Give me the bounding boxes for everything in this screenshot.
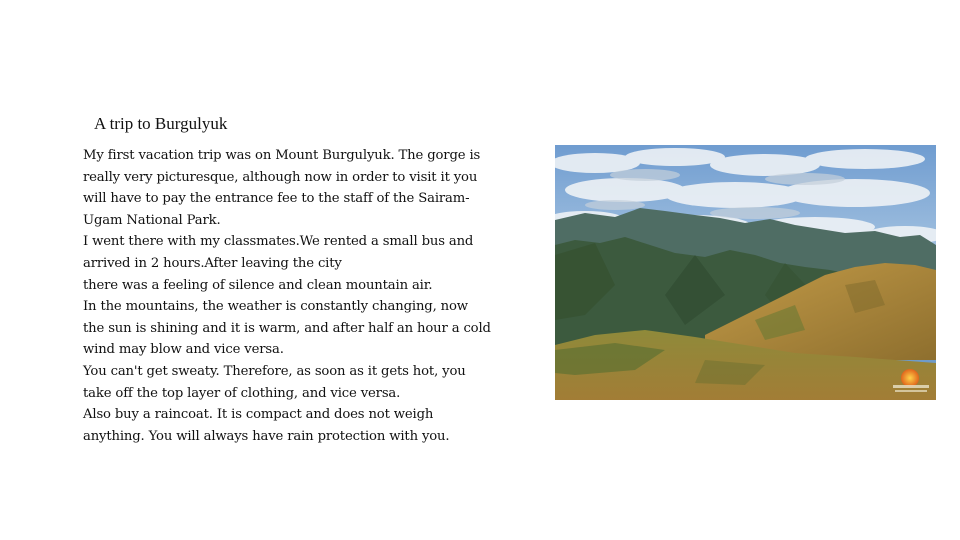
body-line: You can't get sweaty. Therefore, as soon as it gets hot, you: [83, 363, 466, 379]
body-line: really very picturesque, although now in order to visit it you: [83, 169, 478, 185]
body-line: anything. You will always have rain protection with you.: [83, 428, 450, 444]
slide-title: A trip to Burgulyuk: [94, 114, 228, 133]
body-line: the sun is shining and it is warm, and after half an hour a cold: [83, 320, 491, 336]
body-line: In the mountains, the weather is constantly changing, now: [83, 299, 468, 315]
body-line: will have to pay the entrance fee to the staff of the Sairam-: [83, 191, 470, 207]
body-line: Also buy a raincoat. It is compact and does not weigh: [83, 407, 434, 423]
mountain-landscape-image: [555, 145, 936, 400]
body-line: I went there with my classmates.We rented a small bus and: [83, 234, 474, 250]
body-line: Ugam National Park.: [83, 212, 221, 228]
mountain-photo: [555, 145, 936, 400]
body-line: take off the top layer of clothing, and vice versa.: [83, 385, 401, 401]
body-line: wind may blow and vice versa.: [83, 342, 284, 358]
body-line: arrived in 2 hours.After leaving the city: [83, 255, 342, 271]
body-line: there was a feeling of silence and clean mountain air.: [83, 277, 433, 293]
slide-body-text: [83, 145, 543, 447]
body-line: My first vacation trip was on Mount Burgulyuk. The gorge is: [83, 148, 481, 163]
